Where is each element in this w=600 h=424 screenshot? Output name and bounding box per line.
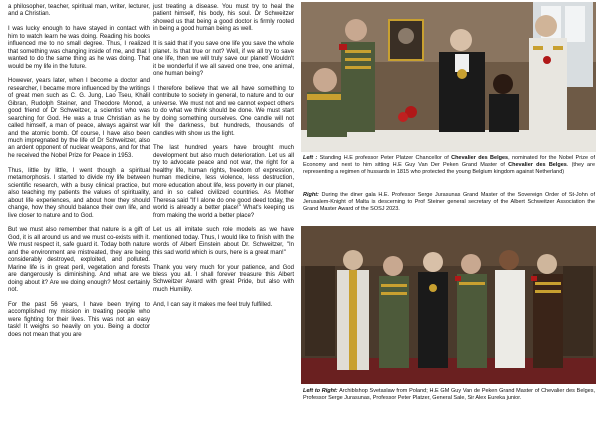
paragraph: For the past 56 years, I have been trying to accomplished my mission in treating people who were fighting for their lives. This was not an easy task! It weighs so heavily on you. Being a doctor does not mean that you are — [8, 301, 150, 338]
paragraph: Thank you very much for your patience, and God bless you all. I shall forever treasure this Albert Schweitzer Award with great Pride, but also with much Humility. — [153, 264, 294, 293]
caption-label: Left to Right: — [303, 388, 338, 394]
paragraph: But we must also remember that nature is a gift of God, it is all around us and we must co-exists with it. We must respect it, safe guard it. Today both nature and the environment are mistreated, they are being considerably destroyed, exploited, and polluted. Marine life is in great peril, vegetation and forests are dangerously is diminishing. And what are we doing about it? Are we doing enough? Most certainly not. — [8, 227, 150, 293]
paragraph: It is said that if you save one life you save the whole planet. Is that true or not? Well, if we all try to save one life, then we will truly save our planet! Wouldn't it be wonderful if we all saved one tree, one animal, one human being? — [153, 41, 294, 78]
photo-caption-right — [303, 192, 595, 213]
group-photo — [301, 226, 596, 384]
paragraph: And, I can say it makes me feel truly fulfilled. — [153, 301, 273, 308]
photo-caption-bottom — [303, 388, 595, 402]
paragraph: a philosopher, teacher, spiritual man, writer, lecturer, and a Christian. — [8, 4, 150, 18]
ceremony-photo — [301, 2, 596, 152]
paragraph: The last hundred years have brought much development but also much deterioration. Let us all try to advocate peace and not war, the right for a healthy life, human rights, freedom of expression, human medicine, less violence, less destruction, more education about life, less poverty in our planet, and in so called civilized countries. As Mother Theresa said "If I alone do one good deed today, the world is already a better place!" What's keeping us from making the world a better place? — [153, 145, 294, 219]
text-column-left — [8, 4, 150, 346]
ceremony-photo-illustration — [301, 2, 596, 152]
text-column-right — [153, 4, 294, 317]
caption-text: . (they are representing a regimen of hussards in 1815 who protected the young Belgium kingdom against Netherland) — [303, 161, 595, 175]
caption-emphasis: Chevalier des Belges — [508, 161, 567, 168]
caption-text: Archiblshop Svetaslaw from Poland; H.E GM Guy Van de Peken Grand Master of Chevalier des Belges, Professor Serge Jurasunas, Professor Peter Platzer, General Sale, Sir Alex Eureka junior. — [303, 388, 595, 401]
photo-caption-left — [303, 155, 595, 176]
paragraph: Thus, little by little, I went though a spiritual metamorphosis. I started to divide my life between scientific research, with a busy clinical practice, but also teaching my patients the values of spirituality, about life experiences, and about how they should change, how they should balance their own life, and live closer to nature and to God. — [8, 167, 150, 219]
group-photo-illustration — [301, 226, 596, 384]
paragraph: Let us all imitate such role models as we have mentioned today. Thus, I would like to finish with the words of Albert Einstein about Dr. Schweitzer, "In this sad world which is ours, here is a great man!" — [153, 227, 294, 256]
caption-label: Left : — [303, 155, 318, 161]
caption-emphasis: Chevalier des Belges — [451, 155, 509, 161]
caption-text: , nominated for the Nobel Prize of Economy and next to him sitting H.E Guy Van Der Peken Grand Master of — [303, 155, 595, 168]
caption-text: During the diner gala H.E. Professor Serge Jurasunas Grand Master of the Sovereign Order of St-John of Jerusalem-Knight of Malta is descerning to Prof Steiner general secretary of the Albert Schweitzer Association the Grand Master Award of the SOSJ 2023. — [303, 192, 595, 212]
paragraph: I therefore believe that we all have something to contribute to society in general, to nature and to our universe. We must not and we cannot expect others to do what we think should be done. We must start by doing something ourselves. One candle will not kill the darkness, but hundreds, thousands of candles with show us the light. — [153, 85, 294, 137]
paragraph: just treating a disease. You must try to heal the patient himself, his body, his soul. Dr Schweitzer showed us that being a good doctor is firmly rooted in being a good human being as well. — [153, 4, 294, 33]
paragraph: However, years later, when I become a doctor and researcher, I became more influenced by the writings of great men such as C. G. Jung, Lao Tseu, Khalil Gibran, Rudolph Steiner, and Theodore Monod, a good friend of Dr Schweitzer, a scientist who was searching for God. He was a true Christian as he called himself, a man of peace, always against war and the atomic bomb. Of course, I have also been much impregnated by the life of Dr Schweitzer, also an ardent opponent of nuclear weapons, and for that he received the Nobel Prize for Peace in 1953. — [8, 78, 150, 159]
caption-text: Standing H.E professor Peter Platzer Chancellor of — [317, 155, 452, 161]
paragraph: I was lucky enough to have stayed in contact with him to watch learn he was doing. Reading his books influenced me to no small degree. Thus, I realized that something was changing inside of me, and that I wanted to do the same thing as he was doing. That would be my life in the future. — [8, 26, 150, 70]
caption-label: Right: — [303, 192, 319, 198]
